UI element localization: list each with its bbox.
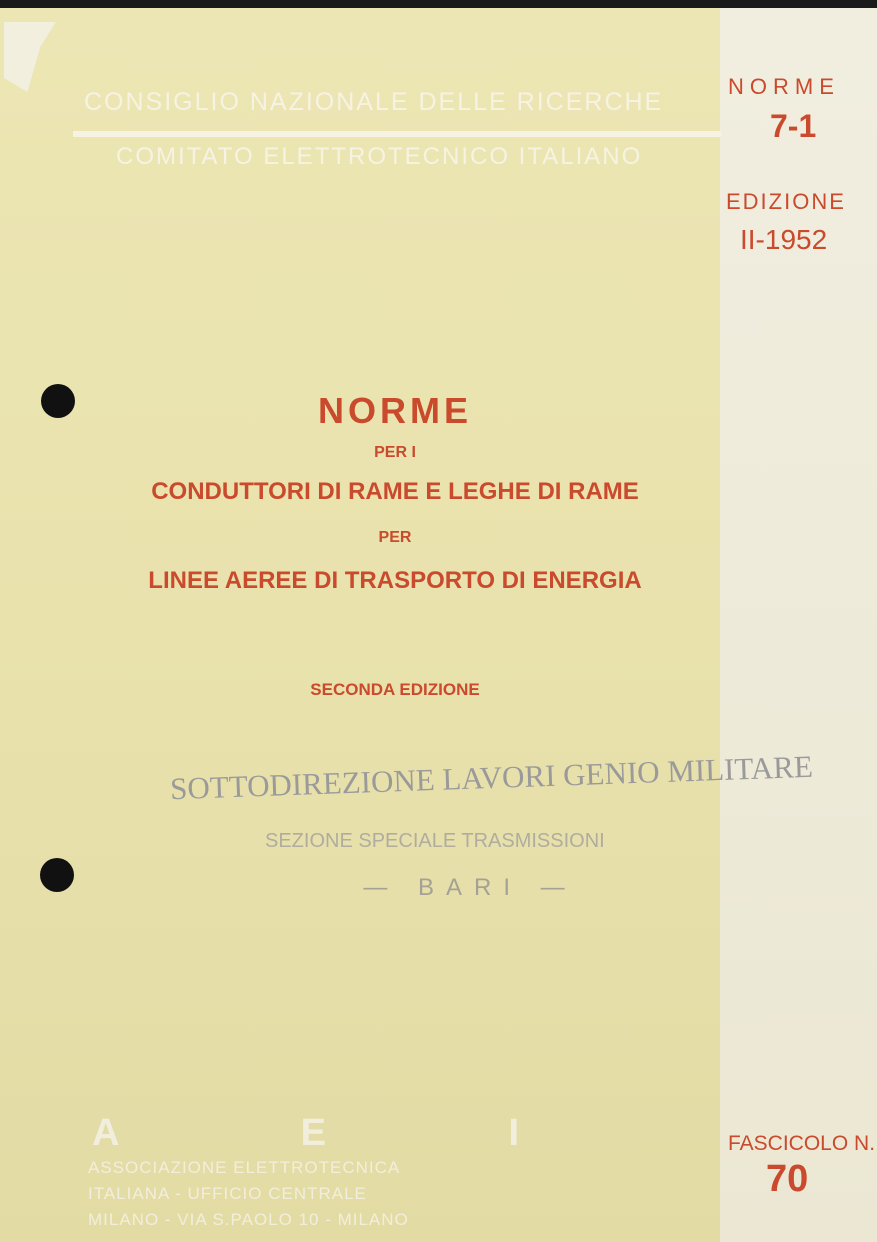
aei-line2: ITALIANA - UFFICIO CENTRALE bbox=[88, 1184, 367, 1203]
edizione-label: EDIZIONE bbox=[726, 189, 846, 214]
fascicolo-label: FASCICOLO N. bbox=[728, 1132, 876, 1155]
title-line1: CONDUTTORI DI RAME E LEGHE DI RAME bbox=[151, 478, 639, 505]
aei-line3: MILANO - VIA S.PAOLO 10 - MILANO bbox=[88, 1210, 409, 1229]
stamp-line1: SOTTODIREZIONE LAVORI GENIO MILITARE bbox=[169, 748, 814, 807]
title-norme: NORME bbox=[318, 390, 472, 431]
edizione-value: II-1952 bbox=[740, 224, 828, 255]
aei-logo: A E I bbox=[92, 1112, 606, 1154]
aei-line1: ASSOCIAZIONE ELETTROTECNICA bbox=[88, 1158, 401, 1177]
title-per-i: PER I bbox=[374, 444, 416, 461]
title-edition: SECONDA EDIZIONE bbox=[310, 680, 480, 699]
header-council: CONSIGLIO NAZIONALE DELLE RICERCHE bbox=[84, 88, 664, 116]
stamp-city: BARI bbox=[417, 874, 522, 901]
fascicolo-number: 70 bbox=[766, 1158, 809, 1200]
document-cover bbox=[0, 8, 877, 1242]
cover-panel bbox=[0, 8, 720, 1242]
norme-label: NORME bbox=[728, 74, 840, 99]
stamp-line2: SEZIONE SPECIALE TRASMISSIONI bbox=[265, 830, 605, 852]
header-divider bbox=[73, 131, 721, 137]
stamp-line3: — BARI — bbox=[363, 874, 577, 901]
title-per: PER bbox=[378, 529, 412, 546]
norme-number: 7-1 bbox=[770, 108, 817, 144]
punch-hole-bottom bbox=[40, 858, 74, 892]
header-committee: COMITATO ELETTROTECNICO ITALIANO bbox=[116, 143, 643, 170]
title-line2: LINEE AEREE DI TRASPORTO DI ENERGIA bbox=[148, 567, 642, 594]
